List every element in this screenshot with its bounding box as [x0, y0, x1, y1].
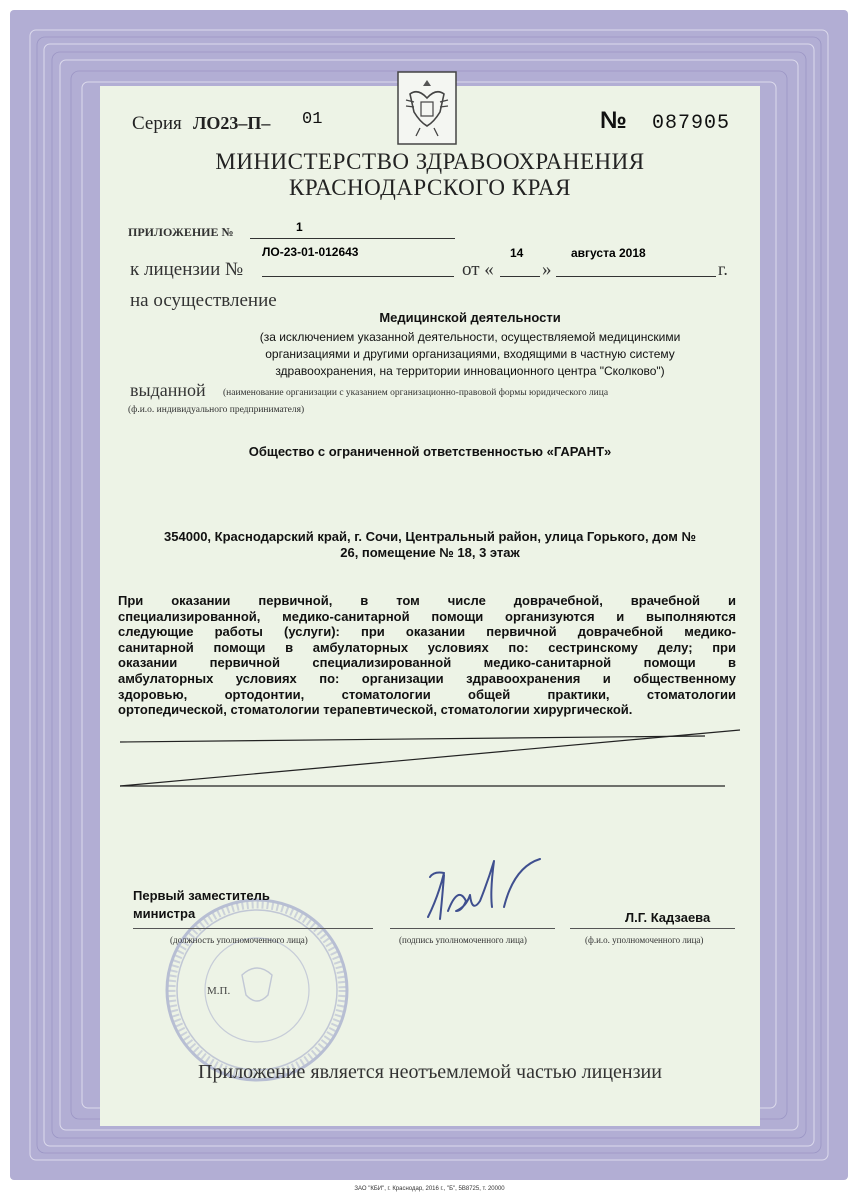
print-info: ЗАО "КБИ", г. Краснодар, 2016 г., "Б", 5В8725, т. 20000 [354, 1186, 505, 1192]
position-sign-line [133, 928, 373, 929]
appendix-label: ПРИЛОЖЕНИЕ № [128, 225, 234, 239]
number-sign: № [600, 107, 627, 134]
blank-space-strike-lines [100, 720, 760, 800]
appendix-number: 1 [296, 220, 303, 234]
services-paragraph [118, 593, 736, 718]
services-line-8: ортопедической, стоматологии терапевтической, стоматологии хирургической. [118, 702, 633, 718]
signer-name: Л.Г. Кадзаева [625, 910, 711, 925]
organization-name: Общество с ограниченной ответственностью «ГАРАНТ» [248, 444, 612, 459]
stamp-place-label: М.П. [207, 985, 231, 997]
series-number: 01 [302, 110, 323, 129]
license-month-line [556, 276, 716, 277]
document-number: 087905 [652, 112, 731, 135]
series-label: Серия [132, 113, 182, 134]
activity-line-3: здравоохранения, на территории инновационного центра "Сколково") [275, 364, 665, 378]
license-day: 14 [510, 246, 524, 260]
issued-hint-line2: (ф.и.о. индивидуального предпринимателя) [128, 405, 305, 415]
services-line-2: специализированной, медико-санитарной помощи организуются и выполняются [118, 608, 736, 624]
services-line-4: санитарной помощи в амбулаторных условиях по: сестринскому делу; при [118, 639, 736, 655]
services-line-6: амбулаторных условиях по: организации здравоохранения и общественному [118, 670, 736, 686]
coat-of-arms-icon [396, 70, 458, 146]
services-line-3: следующие работы (услуги): при оказании первичной доврачебной медико- [118, 624, 736, 640]
hint-position: (должность уполномоченного лица) [170, 935, 308, 945]
address-line-1: 354000, Краснодарский край, г. Сочи, Центральный район, улица Горького, дом № [164, 529, 696, 544]
signer-position-line1: Первый заместитель [133, 888, 270, 903]
license-number-line [262, 276, 454, 277]
address-line-2: 26, помещение № 18, 3 этаж [340, 545, 520, 560]
activity-line-2: организациями и другими организациями, входящими в частную систему [265, 347, 675, 361]
name-sign-line [570, 928, 735, 929]
ministry-title-line2: КРАСНОДАРСКОГО КРАЯ [289, 175, 571, 200]
appendix-number-line [250, 238, 455, 239]
appendix-integral-note: Приложение является неотъемлемой частью лицензии [198, 1061, 662, 1083]
license-date-close: » [542, 259, 552, 280]
official-stamp-seal [162, 895, 352, 1085]
handwritten-signature [400, 855, 560, 935]
license-number: ЛО-23-01-012643 [262, 245, 359, 259]
services-line-1: При оказании первичной, в том числе доврачебной, врачебной и [118, 593, 736, 608]
signer-position-line2: министра [133, 906, 196, 921]
license-month-year: августа 2018 [571, 246, 646, 260]
license-from-label: от « [462, 259, 494, 280]
issued-hint-line1: (наименование организации с указанием организационно-правовой формы юридического лица [223, 388, 609, 398]
ministry-title-line1: МИНИСТЕРСТВО ЗДРАВООХРАНЕНИЯ [215, 149, 645, 174]
hint-signature: (подпись уполномоченного лица) [399, 935, 527, 945]
issued-label: выданной [130, 380, 206, 400]
activity-title: Медицинской деятельности [379, 310, 561, 325]
license-label: к лицензии № [130, 259, 244, 280]
hint-name: (ф.и.о. уполномоченного лица) [585, 935, 704, 945]
services-line-5: оказании первичной специализированной медико-санитарной помощи в [118, 655, 736, 671]
series-value: ЛО23–П– [193, 113, 271, 133]
activity-label: на осуществление [130, 290, 277, 311]
activity-line-1: (за исключением указанной деятельности, осуществляемой медицинскими [259, 330, 681, 344]
license-year-suffix: г. [718, 259, 728, 279]
services-line-7: здоровью, ортодонтии, стоматологии общей практики, стоматологии [118, 686, 736, 702]
license-day-line [500, 276, 540, 277]
